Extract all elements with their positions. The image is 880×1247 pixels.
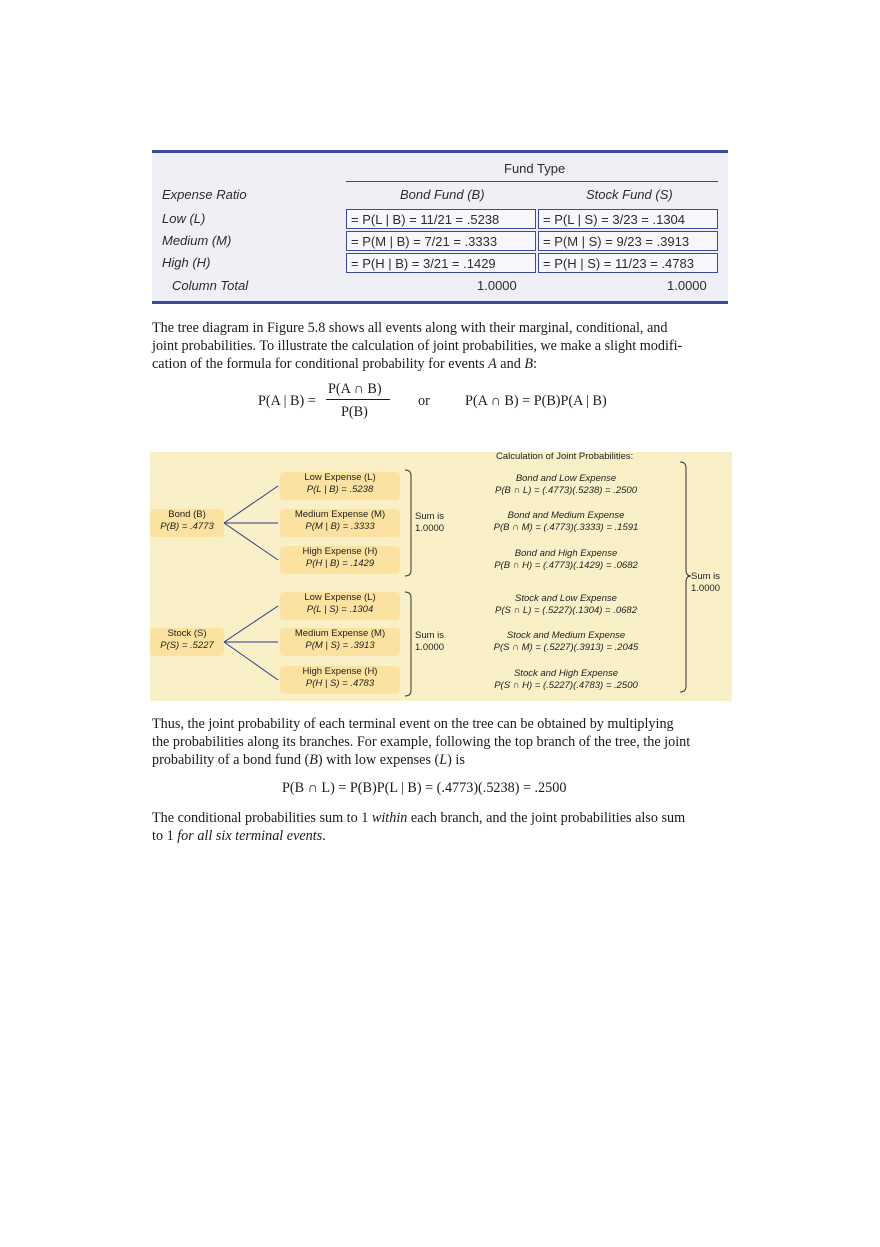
node-bond: Bond (B) P(B) = .4773 — [150, 509, 224, 537]
bond-fund-header: Bond Fund (B) — [400, 187, 485, 202]
brace-joint-sum — [680, 462, 691, 692]
intro-line-3: cation of the formula for conditional probability for events A and B: — [152, 356, 537, 372]
joint-bond-low: Bond and Low Expense P(B ∩ L) = (.4773)(.5238) = .2500 — [494, 473, 638, 496]
joint-bond-high: Bond and High Expense P(B ∩ H) = (.4773)(.1429) = .0682 — [494, 548, 638, 571]
stock-total: 1.0000 — [667, 278, 707, 293]
header-rule — [346, 181, 718, 182]
joint-calc-header: Calculation of Joint Probabilities: — [496, 451, 634, 462]
tree-diagram — [150, 452, 732, 701]
conclusion-line-1: The conditional probabilities sum to 1 within each branch, and the joint probabilities also sum — [152, 810, 686, 826]
formula-or: or — [418, 393, 430, 409]
conclusion-line-2: to 1 for all six terminal events. — [152, 828, 326, 844]
row-label-medium: Medium (M) — [162, 233, 232, 248]
node-bond-medium: Medium Expense (M) P(M | B) = .3333 — [280, 509, 400, 537]
expense-ratio-header: Expense Ratio — [162, 187, 247, 202]
brace-bond-sum — [405, 470, 411, 576]
cell-stock-low: = P(L | S) = 3/23 = .1304 — [538, 209, 718, 229]
joint-formula: P(B ∩ L) = P(B)P(L | B) = (.4773)(.5238) = .2500 — [282, 780, 567, 796]
brace-stock-sum — [405, 592, 411, 696]
intro-line-1: The tree diagram in Figure 5.8 shows all events along with their marginal, conditional, and — [152, 320, 668, 336]
stock-sum-label: Sum is 1.0000 — [415, 630, 445, 653]
conditional-probability-table — [152, 150, 728, 304]
branch-bond-high — [224, 523, 278, 560]
joint-sum-label: Sum is 1.0000 — [691, 571, 721, 594]
node-bond-low: Low Expense (L) P(L | B) = .5238 — [280, 472, 400, 500]
formula-denominator: P(B) — [341, 404, 368, 420]
after-line-1: Thus, the joint probability of each terminal event on the tree can be obtained by multiplying — [152, 716, 674, 732]
branch-stock-high — [224, 642, 278, 680]
joint-stock-medium: Stock and Medium Expense P(S ∩ M) = (.5227)(.3913) = .2045 — [493, 630, 639, 653]
cell-bond-high: = P(H | B) = 3/21 = .1429 — [346, 253, 536, 273]
node-stock: Stock (S) P(S) = .5227 — [150, 628, 224, 656]
after-line-2: the probabilities along its branches. For example, following the top branch of the tree, the joint — [152, 734, 691, 750]
formula-rhs: P(A ∩ B) = P(B)P(A | B) — [465, 393, 607, 409]
node-stock-medium: Medium Expense (M) P(M | S) = .3913 — [280, 628, 400, 656]
node-bond-high: High Expense (H) P(H | B) = .1429 — [280, 546, 400, 574]
cell-bond-medium: = P(M | B) = 7/21 = .3333 — [346, 231, 536, 251]
cell-bond-low: = P(L | B) = 11/21 = .5238 — [346, 209, 536, 229]
row-label-low: Low (L) — [162, 211, 206, 226]
after-line-3: probability of a bond fund (B) with low expenses (L) is — [152, 752, 465, 768]
fund-type-header: Fund Type — [504, 161, 566, 176]
stock-fund-header: Stock Fund (S) — [586, 187, 673, 202]
joint-stock-high: Stock and High Expense P(S ∩ H) = (.5227)(.4783) = .2500 — [494, 668, 638, 691]
cell-stock-medium: = P(M | S) = 9/23 = .3913 — [538, 231, 718, 251]
joint-bond-medium: Bond and Medium Expense P(B ∩ M) = (.4773)(.3333) = .1591 — [493, 510, 639, 533]
bond-total: 1.0000 — [477, 278, 517, 293]
branch-stock-low — [224, 606, 278, 642]
branch-bond-low — [224, 486, 278, 523]
fraction-bar — [326, 399, 390, 400]
node-stock-high: High Expense (H) P(H | S) = .4783 — [280, 666, 400, 694]
node-stock-low: Low Expense (L) P(L | S) = .1304 — [280, 592, 400, 620]
bond-sum-label: Sum is 1.0000 — [415, 511, 445, 534]
column-total-label: Column Total — [172, 278, 249, 293]
formula-numerator: P(A ∩ B) — [328, 381, 382, 397]
cell-stock-high: = P(H | S) = 11/23 = .4783 — [538, 253, 718, 273]
intro-line-2: joint probabilities. To illustrate the calculation of joint probabilities, we make a slight modifi- — [152, 338, 683, 354]
row-label-high: High (H) — [162, 255, 211, 270]
joint-stock-low: Stock and Low Expense P(S ∩ L) = (.5227)(.1304) = .0682 — [494, 593, 638, 616]
formula-lhs: P(A | B) = — [258, 393, 316, 409]
